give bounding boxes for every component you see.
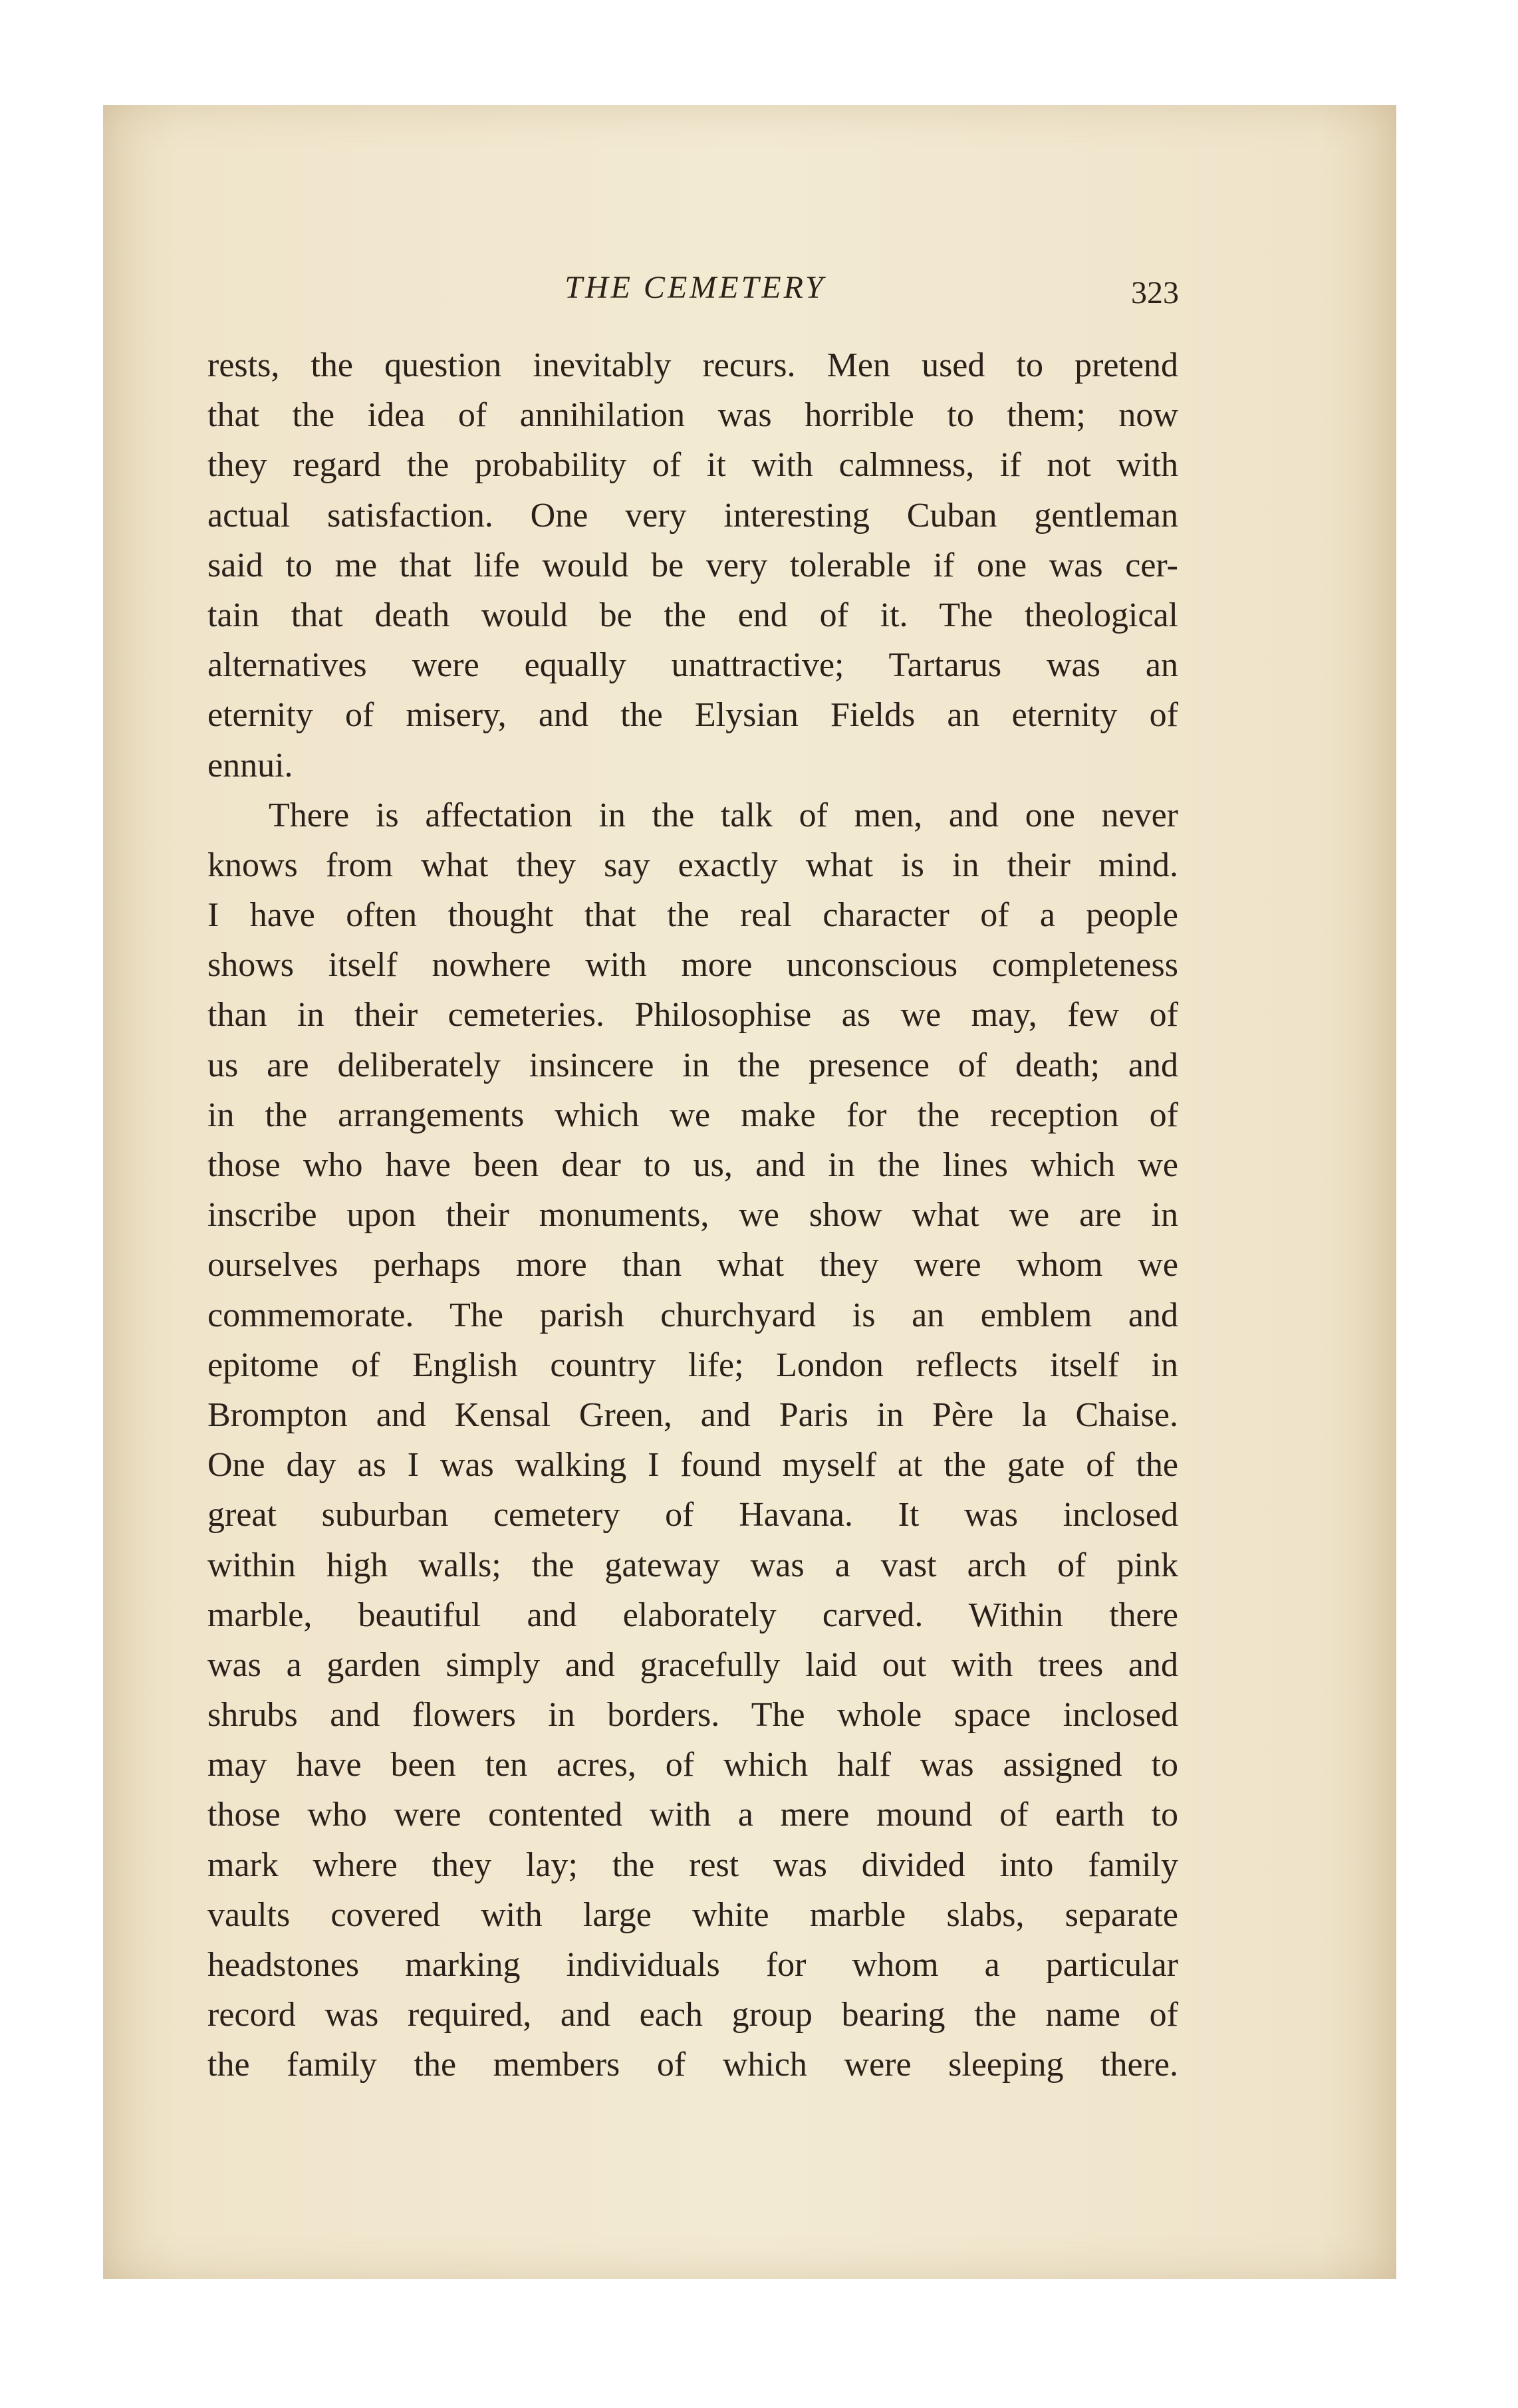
text-line: ourselves perhaps more than what they were whom we bbox=[207, 1246, 1178, 1284]
text-line: shows itself nowhere with more unconscious completeness bbox=[207, 946, 1178, 985]
text-line: eternity of misery, and the Elysian Fields an eternity of bbox=[207, 696, 1178, 735]
text-line: tain that death would be the end of it. The theological bbox=[207, 596, 1178, 634]
text-line: great suburban cemetery of Havana. It was inclosed bbox=[207, 1496, 1178, 1534]
text-line: actual satisfaction. One very interesting Cuban gentleman bbox=[207, 496, 1178, 535]
text-line: may have been ten acres, of which half was assigned to bbox=[207, 1746, 1178, 1784]
text-line: those who were contented with a mere mound of earth to bbox=[207, 1796, 1178, 1834]
text-line: mark where they lay; the rest was divided into family bbox=[207, 1846, 1178, 1884]
text-line: headstones marking individuals for whom a particular bbox=[207, 1946, 1178, 1984]
text-line: that the idea of annihilation was horrible to them; now bbox=[207, 396, 1178, 435]
running-title: THE CEMETERY bbox=[565, 270, 826, 305]
text-line: the family the members of which were sleeping there. bbox=[207, 2046, 1178, 2084]
body-text bbox=[207, 340, 1178, 2090]
text-line: rests, the question inevitably recurs. Men used to pretend bbox=[207, 346, 1178, 384]
text-line: said to me that life would be very tolerable if one was cer- bbox=[207, 546, 1178, 584]
text-line: shrubs and flowers in borders. The whole space inclosed bbox=[207, 1696, 1178, 1735]
paragraph-1 bbox=[207, 340, 1178, 790]
page-header bbox=[211, 263, 1179, 322]
text-line: record was required, and each group bearing the name of bbox=[207, 1996, 1178, 2034]
text-line: I have often thought that the real character of a people bbox=[207, 896, 1178, 935]
text-line: knows from what they say exactly what is in their mind. bbox=[207, 846, 1178, 884]
text-line: ennui. bbox=[207, 746, 293, 784]
text-line: within high walls; the gateway was a vast arch of pink bbox=[207, 1546, 1178, 1584]
text-line: inscribe upon their monuments, we show what we are in bbox=[207, 1196, 1178, 1235]
text-line: vaults covered with large white marble slabs, separate bbox=[207, 1895, 1178, 1934]
text-line: marble, beautiful and elaborately carved. Within there bbox=[207, 1596, 1178, 1634]
text-line: those who have been dear to us, and in the lines which we bbox=[207, 1146, 1178, 1184]
text-line: was a garden simply and gracefully laid out with trees and bbox=[207, 1645, 1178, 1684]
paragraph-2 bbox=[207, 790, 1178, 2090]
text-line: alternatives were equally unattractive; Tartarus was an bbox=[207, 646, 1178, 685]
text-line: in the arrangements which we make for the reception of bbox=[207, 1096, 1178, 1134]
text-line: commemorate. The parish churchyard is an emblem and bbox=[207, 1296, 1178, 1334]
text-line: Brompton and Kensal Green, and Paris in Père la Chaise. bbox=[207, 1395, 1178, 1434]
page-number: 323 bbox=[1131, 275, 1179, 310]
text-line: epitome of English country life; London reflects itself in bbox=[207, 1346, 1178, 1384]
text-line: than in their cemeteries. Philosophise as we may, few of bbox=[207, 996, 1178, 1034]
text-line: There is affectation in the talk of men, and one never bbox=[269, 796, 1178, 834]
text-line: they regard the probability of it with calmness, if not with bbox=[207, 446, 1178, 485]
text-line: One day as I was walking I found myself at the gate of the bbox=[207, 1446, 1178, 1485]
text-line: us are deliberately insincere in the presence of death; and bbox=[207, 1046, 1178, 1084]
